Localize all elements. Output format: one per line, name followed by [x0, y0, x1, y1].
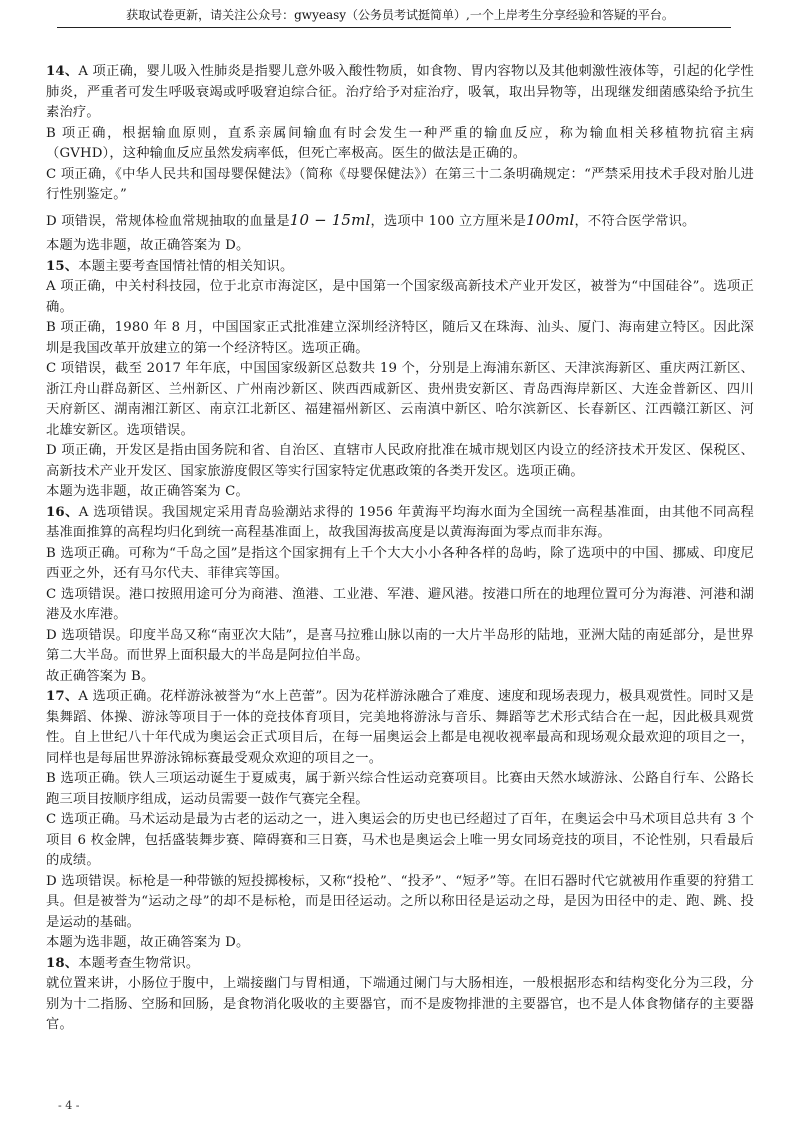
- volume-formula: 100ml: [526, 210, 575, 229]
- q14-option-a: 14、A 项正确，婴儿吸入性肺炎是指婴儿意外吸入酸性物质，如食物、胃内容物以及其他刺激性液体等，引起的化学性肺炎，严重者可发生呼吸衰竭或呼吸窘迫综合征。治疗给予对症治疗，吸氧，取出异物等，出现继发细菌感染给予抗生素治疗。: [46, 64, 754, 120]
- q15-conclusion: 本题为选非题，故正确答案为 C。: [46, 484, 249, 499]
- q16-conclusion: 故正确答案为 B。: [46, 668, 155, 684]
- q18-intro: 18、本题考查生物常识。: [46, 955, 200, 971]
- question-number-14: 14、: [46, 64, 79, 79]
- q17-conclusion: 本题为选非题，故正确答案为 D。: [46, 935, 250, 950]
- question-number-16: 16、: [46, 504, 79, 520]
- q16-option-a: 16、A 选项错误。我国规定采用青岛验潮站求得的 1956 年黄海平均海水面为全国统一高程基准面，由其他不同高程基准面推算的高程均归化到统一高程基准面上，故我国海拔高度是以黄海海面为零点而非东海。: [46, 504, 754, 540]
- q15-option-d: D 项正确，开发区是指由国务院和省、自治区、直辖市人民政府批准在城市规划区内设立的经济技术开发区、保税区、高新技术产业开发区、国家旅游度假区等实行国家特定优惠政策的各类开发区。选项正确。: [46, 443, 754, 479]
- q16-option-d: D 选项错误。印度半岛又称“南亚次大陆”，是喜马拉雅山脉以南的一大片半岛形的陆地，亚洲大陆的南延部分，是世界第二大半岛。而世界上面积最大的半岛是阿拉伯半岛。: [46, 627, 754, 663]
- q15-option-b: B 项正确，1980 年 8 月，中国国家正式批准建立深圳经济特区，随后又在珠海、汕头、厦门、海南建立特区。因此深圳是我国改革开放建立的第一个经济特区。选项正确。: [46, 320, 754, 356]
- document-body: [46, 62, 754, 1036]
- q14-option-b: B 项正确，根据输血原则，直系亲属间输血有时会发生一种严重的输血反应，称为输血相关移植物抗宿主病（GVHD），这种输血反应虽然发病率低，但死亡率极高。医生的做法是正确的。: [46, 125, 754, 161]
- q18-body: 就位置来讲，小肠位于腹中，上端接幽门与胃相通，下端通过阑门与大肠相连，一般根据形态和结构变化分为三段，分别为十二指肠、空肠和回肠，是食物消化吸收的主要器官，而不是废物排泄的主要器官，也不是人体食物储存的主要器官。: [46, 976, 754, 1032]
- question-number-18: 18、: [46, 955, 79, 971]
- q15-intro: 15、本题主要考查国情社情的相关知识。: [46, 258, 294, 274]
- question-number-17: 17、: [46, 689, 79, 704]
- q14-option-d: D 项错误，常规体检血常规抽取的血量是10 − 15ml，选项中 100 立方厘米是100ml，不符合医学常识。: [46, 210, 696, 229]
- q14-option-c: C 项正确，《中华人民共和国母婴保健法》（简称《母婴保健法》）在第三十二条明确规定：“严禁采用技术手段对胎儿进行性别鉴定。”: [46, 166, 754, 202]
- header-divider: [57, 27, 731, 28]
- q14-conclusion: 本题为选非题，故正确答案为 D。: [46, 238, 250, 253]
- q15-option-a: A 项正确，中关村科技园，位于北京市海淀区，是中国第一个国家级高新技术产业开发区，被誉为“中国硅谷”。选项正确。: [46, 279, 754, 315]
- q17-option-c: C 选项正确。马术运动是最为古老的运动之一，进入奥运会的历史也已经超过了百年，在奥运会中马术项目总共有 3 个项目 6 枚金牌，包括盛装舞步赛、障碍赛和三日赛，马术也是奥运会上唯一男女同场竞技的项目，不论性别，只看最后的成绩。: [46, 812, 754, 868]
- page-header: 获取试卷更新，请关注公众号：gwyeasy（公务员考试挺简单）,一个上岸考生分享经验和答疑的平台。: [126, 8, 674, 22]
- q17-option-b: B 选项正确。铁人三项运动诞生于夏威夷，属于新兴综合性运动竞赛项目。比赛由天然水域游泳、公路自行车、公路长跑三项目按顺序组成，运动员需要一鼓作气赛完全程。: [46, 771, 754, 807]
- q17-option-d: D 选项错误。标枪是一种带镞的短投掷梭标，又称“投枪”、“投矛”、“短矛”等。在旧石器时代它就被用作重要的狩猎工具。但是被誉为“运动之母”的却不是标枪，而是田径运动。之所以称田径是运动之母，是因为田径中的走、跑、跳、投是运动的基础。: [46, 873, 754, 930]
- question-number-15: 15、: [46, 258, 79, 274]
- q17-option-a: 17、A 选项正确。花样游泳被誉为“水上芭蕾”。因为花样游泳融合了难度、速度和现场表现力，极具观赏性。同时又是集舞蹈、体操、游泳等项目于一体的竞技体育项目，完美地将游泳与音乐、舞蹈等艺术形式结合在一起，因此极具观赏性。自上世纪八十年代成为奥运会正式项目后，在每一届奥运会上都是电视收视率最高和现场观众最欢迎的项目之一，同样也是每届世界游泳锦标赛最受观众欢迎的项目之一。: [46, 689, 754, 766]
- page-number: - 4 -: [58, 1099, 80, 1112]
- blood-volume-formula: 10 − 15ml: [289, 210, 371, 229]
- q16-option-c: C 选项错误。港口按照用途可分为商港、渔港、工业港、军港、避风港。按港口所在的地理位置可分为海港、河港和湖港及水库港。: [46, 586, 754, 622]
- q15-option-c: C 项错误，截至 2017 年年底，中国国家级新区总数共 19 个，分别是上海浦东新区、天津滨海新区、重庆两江新区、浙江舟山群岛新区、兰州新区、广州南沙新区、陕西西咸新区、贵州贵安新区、青岛西海岸新区、大连金普新区、四川天府新区、湖南湘江新区、南京江北新区、福建福州新区、云南滇中新区、哈尔滨新区、长春新区、江西赣江新区、河北雄安新区。选项错误。: [46, 361, 754, 438]
- q16-option-b: B 选项正确。可称为“千岛之国”是指这个国家拥有上千个大大小小各种各样的岛屿，除了选项中的中国、挪威、印度尼西亚之外，还有马尔代夫、菲律宾等国。: [46, 545, 754, 581]
